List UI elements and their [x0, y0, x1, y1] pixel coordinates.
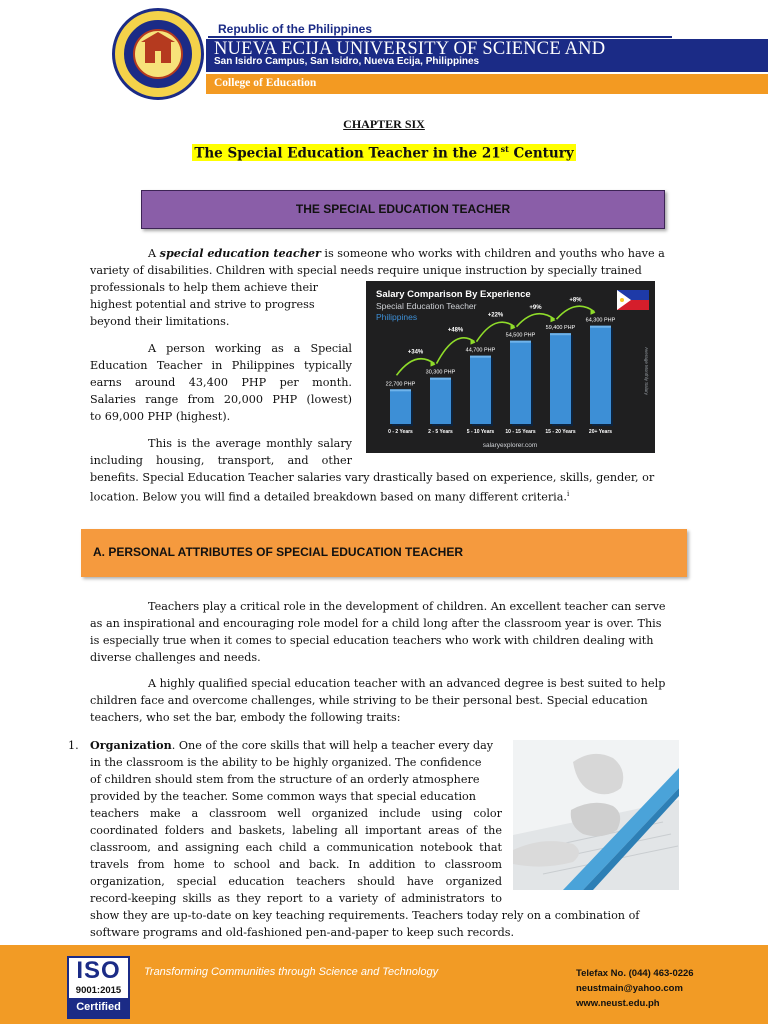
- salary-line-4: Salaries range from 20,000 PHP (lowest): [90, 393, 352, 406]
- average-line-2: including housing, transport, and other: [90, 454, 352, 467]
- chart-title: Salary Comparison By Experience: [376, 289, 531, 300]
- growth-label: +22%: [487, 312, 504, 319]
- category-label: 20+ Years: [588, 429, 613, 435]
- bar-cap: [430, 378, 451, 380]
- category-label: 0 - 2 Years: [388, 429, 413, 435]
- bar-cap: [590, 326, 611, 328]
- organization-tail-2: software programs and old-fashioned pen-and-paper to keep such records.: [90, 926, 515, 939]
- attributes-p1-line-4: diverse challenges and needs.: [90, 651, 261, 664]
- chart-ylabel: Average Monthly Salary: [644, 347, 649, 395]
- bar-value-label: 22,700 PHP: [385, 381, 416, 388]
- iso-label: ISO: [76, 957, 121, 984]
- growth-label: +9%: [529, 305, 542, 312]
- intro-line-3: professionals to help them achieve their: [90, 281, 319, 294]
- intro-line-1: A special education teacher is someone who works with children and youths who have a: [148, 246, 665, 260]
- bar-value-label: 54,500 PHP: [505, 332, 536, 339]
- bar: [550, 333, 571, 424]
- organization-line-10: record-keeping skills as they report to a variety of administrators to: [90, 892, 502, 905]
- organization-line-7: classroom, and assigning each child a communication notebook that: [90, 841, 502, 854]
- footer-email[interactable]: neustmain@yahoo.com: [576, 983, 683, 994]
- republic-label: Republic of the Philippines: [218, 22, 373, 36]
- footer-telefax: Telefax No. (044) 463-0226: [576, 968, 694, 979]
- organization-tail-1: show they are up-to-date on key teaching requirements. Teachers today rely on a combination of: [90, 909, 640, 922]
- intro-line-4: highest potential and strive to progress: [90, 298, 315, 311]
- growth-arrowhead: [431, 361, 436, 367]
- intro-line-5: beyond their limitations.: [90, 315, 230, 328]
- bar-cap: [390, 389, 411, 391]
- organization-line-1: Organization. One of the core skills that will help a teacher every day: [90, 738, 494, 752]
- growth-label: +8%: [569, 297, 582, 304]
- average-line-4: location. Below you will find a detailed breakdown based on many different criteria.$^i$: [90, 490, 570, 504]
- bar-cap: [510, 341, 531, 343]
- attributes-p1-line-2: as an inspirational and encouraging role model for a child long after the classroom year is over. This: [90, 617, 662, 630]
- attributes-p2-line-1: A highly qualified special education teacher with an advanced degree is best suited to help: [148, 677, 666, 690]
- college-name: College of Education: [214, 77, 317, 89]
- university-seal: [112, 8, 204, 100]
- organization-line-6: coordinated folders and baskets, labeling all important areas of the: [90, 824, 502, 837]
- bar-value-label: 64,300 PHP: [585, 317, 616, 324]
- category-label: 2 - 5 Years: [428, 429, 453, 435]
- iso-certified: Certified: [69, 998, 128, 1017]
- average-line-1: This is the average monthly salary: [148, 437, 352, 450]
- salary-chart-svg: [366, 281, 655, 453]
- header-rule: [208, 36, 672, 38]
- category-label: 15 - 20 Years: [545, 429, 576, 435]
- growth-arrowhead: [471, 339, 476, 345]
- university-name: NUEVA ECIJA UNIVERSITY OF SCIENCE AND: [214, 39, 606, 59]
- growth-label: +34%: [407, 349, 424, 356]
- chart-source: salaryexplorer.com: [482, 442, 538, 449]
- organization-line-2: in the classroom is the ability to be highly organized. The confidence: [90, 756, 482, 769]
- growth-arrowhead: [511, 324, 516, 330]
- section-banner-special-education-teacher: THE SPECIAL EDUCATION TEACHER: [141, 190, 665, 229]
- salary-line-2: Education Teacher in Philippines typically: [90, 359, 352, 372]
- bar-value-label: 30,300 PHP: [425, 369, 456, 376]
- organization-line-9: organization, special education teachers should have organized: [90, 875, 502, 888]
- bar: [430, 378, 451, 424]
- organization-line-8: travels from home to school and back. In addition to classroom: [90, 858, 502, 871]
- bar-cap: [470, 356, 491, 358]
- average-line-3: benefits. Special Education Teacher salaries vary drastically based on experience, skills, gender, or: [90, 471, 655, 484]
- footnote-marker: i: [566, 490, 570, 498]
- salary-line-3: earns around 43,400 PHP per month.: [90, 376, 352, 389]
- bar: [510, 341, 531, 424]
- bar: [470, 356, 491, 424]
- intro-line-2: variety of disabilities. Children with special needs require unique instruction by specially trained: [90, 264, 642, 277]
- bar: [590, 326, 611, 424]
- writing-hands-photo: [513, 740, 679, 890]
- iso-certified-badge: [67, 956, 130, 1019]
- philippines-flag-icon: [617, 290, 649, 310]
- footer-website[interactable]: www.neust.edu.ph: [576, 998, 660, 1009]
- category-label: 10 - 15 Years: [505, 429, 536, 435]
- chart-subtitle: Special Education Teacher: [376, 301, 477, 311]
- organization-line-5: teachers make a classroom well organized include using color: [90, 807, 502, 820]
- attributes-p1-line-3: is especially true when it comes to special education teachers who work with children dealing with: [90, 634, 654, 647]
- organization-line-4: provided by the teacher. Some common ways that special education: [90, 790, 476, 803]
- category-label: 5 - 10 Years: [466, 429, 495, 435]
- organization-line-3: of children should stem from the structure of an orderly atmosphere: [90, 773, 480, 786]
- bar-value-label: 44,700 PHP: [465, 347, 496, 354]
- list-number: 1.: [68, 739, 79, 752]
- chart-region: Philippines: [376, 312, 418, 322]
- attributes-p1-line-1: Teachers play a critical role in the development of children. An excellent teacher can serve: [148, 600, 666, 613]
- bar: [390, 389, 411, 424]
- salary-chart: [366, 281, 655, 453]
- chapter-heading: CHAPTER SIX: [343, 117, 425, 131]
- growth-arrowhead: [591, 309, 596, 315]
- letterhead: [0, 0, 768, 100]
- attributes-p2-line-2: children face and overcome challenges, while striving to be their personal best. Special education: [90, 694, 648, 707]
- iso-standard: 9001:2015: [75, 985, 122, 996]
- bar-value-label: 59,400 PHP: [545, 325, 576, 332]
- campus-address: San Isidro Campus, San Isidro, Nueva Ecija, Philippines: [214, 56, 480, 67]
- chapter-title: The Special Education Teacher in the 21st Century: [194, 143, 574, 161]
- attributes-p2-line-3: teachers, who set the bar, embody the following traits:: [90, 711, 401, 724]
- footer-tagline: Transforming Communities through Science and Technology: [144, 966, 439, 978]
- growth-arrowhead: [551, 316, 556, 322]
- section-banner-personal-attributes: A. PERSONAL ATTRIBUTES OF SPECIAL EDUCATION TEACHER: [81, 529, 687, 577]
- salary-line-5: to 69,000 PHP (highest).: [90, 410, 231, 423]
- salary-line-1: A person working as a Special: [148, 342, 352, 355]
- bar-cap: [550, 333, 571, 335]
- growth-label: +48%: [447, 327, 464, 334]
